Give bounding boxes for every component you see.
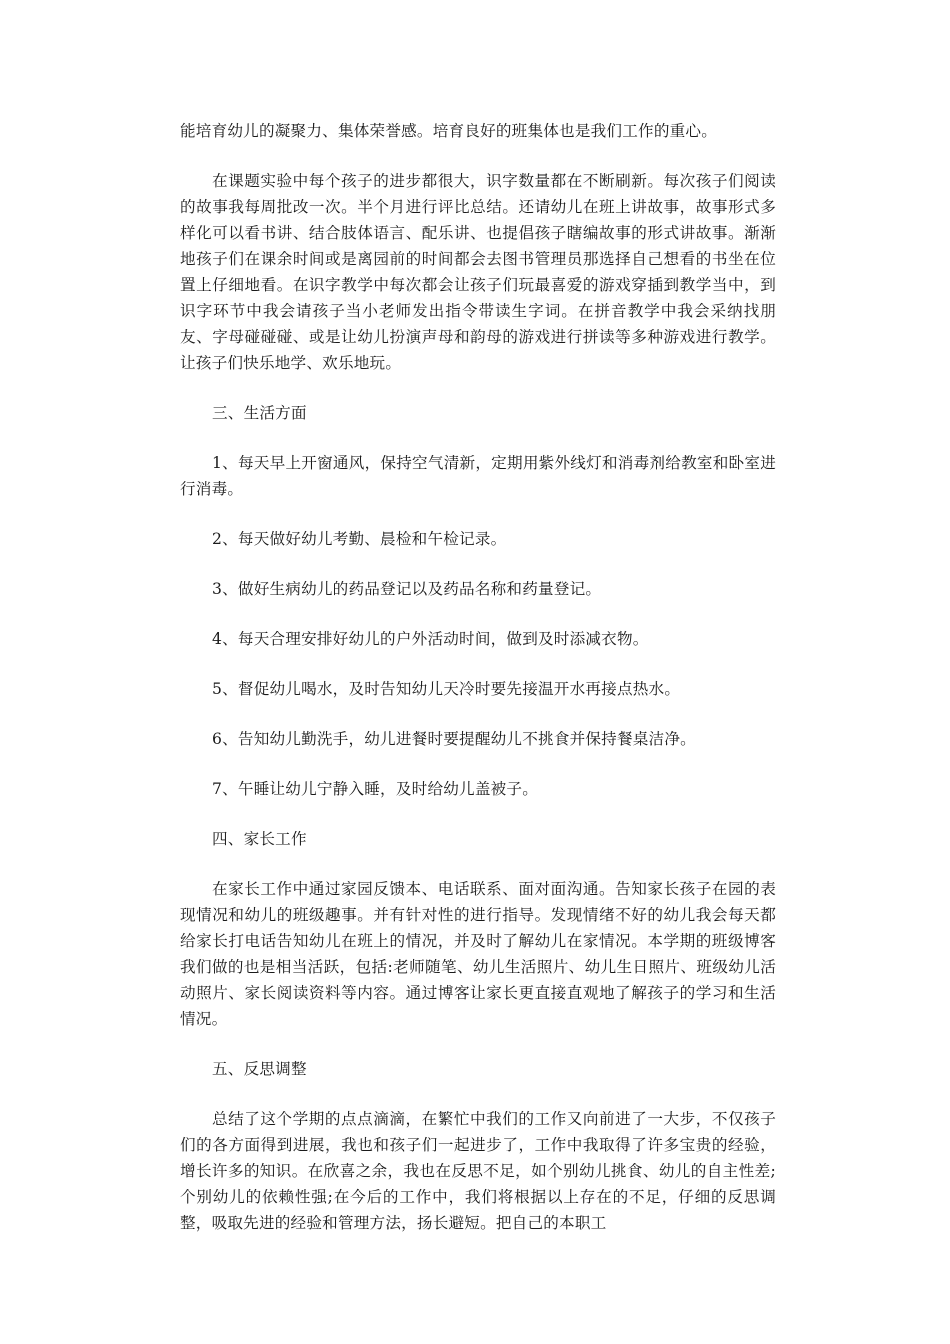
paragraph-reflection: 总结了这个学期的点点滴滴，在繁忙中我们的工作又向前进了一大步，不仅孩子们的各方面得到进展，我也和孩子们一起进步了，工作中我取得了许多宝贵的经验，增长许多的知识。在欣喜之余，我也在反思不足，如个别幼儿挑食、幼儿的自主性差;个别幼儿的依赖性强;在今后的工作中，我们将根据以上存在的不足，仔细的反思调整，吸取先进的经验和管理方法，扬长避短。把自己的本职工 (180, 1110, 776, 1232)
paragraph-parents: 在家长工作中通过家园反馈本、电话联系、面对面沟通。告知家长孩子在园的表现情况和幼儿的班级趣事。并有针对性的进行指导。发现情绪不好的幼儿我会每天都给家长打电话告知幼儿在班上的情况，并及时了解幼儿在家情况。本学期的班级博客我们做的也是相当活跃，包括:老师随笔、幼儿生活照片、幼儿生日照片、班级幼儿活动照片、家长阅读资料等内容。通过博客让家长更直接直观地了解孩子的学习和生活情况。 (180, 880, 776, 1028)
life-item-6: 6、告知幼儿勤洗手，幼儿进餐时要提醒幼儿不挑食并保持餐桌洁净。 (212, 730, 696, 748)
life-item-5: 5、督促幼儿喝水，及时告知幼儿天冷时要先接温开水再接点热水。 (212, 680, 681, 698)
paragraph-literacy: 在课题实验中每个孩子的进步都很大，识字数量都在不断刷新。每次孩子们阅读的故事我每周批改一次。半个月进行评比总结。还请幼儿在班上讲故事，故事形式多样化可以看书讲、结合肢体语言、配乐讲、也提倡孩子瞎编故事的形式讲故事。渐渐地孩子们在课余时间或是离园前的时间都会去图书管理员那选择自己想看的书坐在位置上仔细地看。在识字教学中每次都会让孩子们玩最喜爱的游戏穿插到教学当中，到识字环节中我会请孩子当小老师发出指令带读生字词。在拼音教学中我会采纳找朋友、字母碰碰碰、或是让幼儿扮演声母和韵母的游戏进行拼读等多种游戏进行教学。让孩子们快乐地学、欢乐地玩。 (180, 172, 776, 372)
section-heading-life: 三、生活方面 (212, 404, 307, 422)
life-item-2: 2、每天做好幼儿考勤、晨检和午检记录。 (212, 530, 507, 548)
section-heading-reflection: 五、反思调整 (212, 1060, 307, 1078)
life-item-3: 3、做好生病幼儿的药品登记以及药品名称和药量登记。 (212, 580, 602, 598)
life-item-7: 7、午睡让幼儿宁静入睡，及时给幼儿盖被子。 (212, 780, 538, 798)
paragraph-continuation: 能培育幼儿的凝聚力、集体荣誉感。培育良好的班集体也是我们工作的重心。 (180, 122, 717, 140)
document-body (180, 118, 776, 1260)
life-item-1: 1、每天早上开窗通风，保持空气清新，定期用紫外线灯和消毒剂给教室和卧室进行消毒。 (180, 454, 776, 498)
section-heading-parents: 四、家长工作 (212, 830, 307, 848)
life-item-4: 4、每天合理安排好幼儿的户外活动时间，做到及时添减衣物。 (212, 630, 649, 648)
